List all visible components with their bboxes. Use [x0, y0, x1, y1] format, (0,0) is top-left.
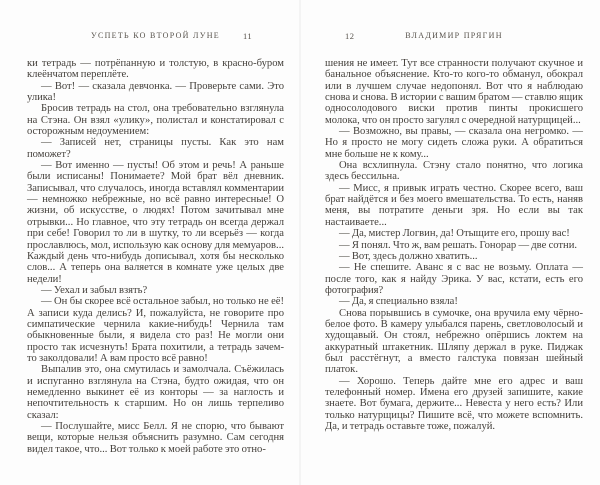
paragraph: — Хорошо. Теперь дайте мне его адрес и ваш телефонный номер. Имена его друзей запишите, какие знаете. Вот бумага, держите... Невеста у него есть? Или только натурщицы? Пишите всё, что можете вспомнить. Да, и тетрадь оставьте тоже, пожалуй. [325, 375, 583, 432]
paragraph: — Он бы скорее всё остальное забыл, но только не её! А записи куда делись? И, пожалуйста, не говорите про симпатические чернила какие-нибудь! Чернила там обыкновенные были, я видела сто раз! Не могли они просто так исчезнуть! Брата похитили, а тетрадь зачем-то заколдовали! А вам просто всё равно! [27, 296, 284, 364]
paragraph: — Записей нет, страницы пусты. Как это нам поможет? [27, 137, 284, 160]
paragraph: — Да, я специально взяла! [339, 296, 458, 308]
right-header-title: ВЛАДИМИР ПРЯГИН [405, 31, 503, 40]
paragraph: ки тетрадь — потрёпанную и толстую, в красно-буром клеёнчатом переплёте. [27, 58, 284, 81]
paragraph: — Послушайте, мисс Белл. Я не спорю, что бывают вещи, которые нельзя объяснить разумно. Сам сегодня видел такое, что... Вот только к моей работе это отно- [27, 421, 284, 455]
spine-divider [299, 0, 301, 485]
paragraph: — Вот, здесь должно хватить... [339, 250, 478, 262]
right-page [300, 0, 600, 485]
paragraph: — Возможно, вы правы, — сказала она негромко. — Но я просто не могу сидеть сложа руки. А обратиться мне больше не к кому... [325, 126, 583, 160]
left-page-number: 11 [243, 31, 253, 41]
left-running-head [27, 31, 284, 42]
paragraph: Снова порывшись в сумочке, она вручила ему чёрно-белое фото. В камеру улыбался парень, светловолосый и худощавый. Он стоял, небрежно опёршись локтем на аккуратный штакетник. Шляпу держал в руке. Пиджак был расстёгнут, а вместо галстука повязан шейный платок. [325, 307, 583, 376]
right-page-number: 12 [345, 31, 355, 41]
right-running-head [325, 31, 583, 42]
paragraph: — Мисс, я привык играть честно. Скорее всего, ваш брат найдётся и без моего вмешательства. То есть, наняв меня, вы потратите деньги зря. Но если вы так настаиваете... [325, 182, 583, 228]
right-body-text [325, 58, 583, 432]
paragraph: — Да, мистер Логвин, да! Отыщите его, прошу вас! [339, 228, 570, 240]
paragraph: Она всхлипнула. Стэну стало понятно, что логика здесь бессильна. [325, 160, 583, 183]
paragraph: Бросив тетрадь на стол, она требовательно взглянула на Стэна. Он взял «улику», полистал и констатировал с осторожным недоумением: [27, 103, 284, 138]
paragraph: шения не имеет. Тут все странности получают скучное и банальное объяснение. Кто-то кого-то обманул, обокрал или в лучшем случае недопонял. Вот что я наблюдаю снова и снова. В истории с вашим братом — ставлю ящик односолодового виски против пинты прокисшего молока, что он просто загулял с очередной натурщицей... [325, 58, 583, 126]
paragraph: — Не спешите. Аванс я с вас не возьму. Оплата — после того, как я найду Эрика. У вас, кстати, есть его фотография? [325, 262, 583, 296]
paragraph: Выпалив это, она смутилась и замолчала. Съёжилась и испуганно взглянула на Стэна, будто ожидая, что он немедленно выкинет её из конторы — за наглость и непочтительность к старшим. Но он лишь терпеливо сказал: [27, 364, 284, 421]
paragraph: — Уехал и забыл взять? [41, 284, 148, 296]
paragraph: — Вот! — сказала девчонка. — Проверьте сами. Это улика! [27, 80, 284, 104]
left-body-text [27, 58, 284, 455]
paragraph: — Я понял. Что ж, вам решать. Гонорар — две сотни. [339, 239, 578, 251]
left-header-title: УСПЕТЬ КО ВТОРОЙ ЛУНЕ [90, 31, 220, 40]
paragraph: — Вот именно — пусты! Об этом и речь! А раньше были исписаны! Понимаете? Мой брат вёл дневник. Записывал, что случалось, иногда вставлял комментарии — немножко небрежные, но всё равно интересные! О жизни, об искусстве, о людях! Потом зачитывал мне отрывки... Но главное, что эту тетрадь он всегда держал при себе! Говорил то ли в шутку, то ли всерьёз — когда прославлюсь, мол, использую как основу для мемуаров... Каждый день что-нибудь дописывал, хотя бы несколько слов... А теперь она валяется в комнате уже целых две недели! [27, 160, 284, 285]
